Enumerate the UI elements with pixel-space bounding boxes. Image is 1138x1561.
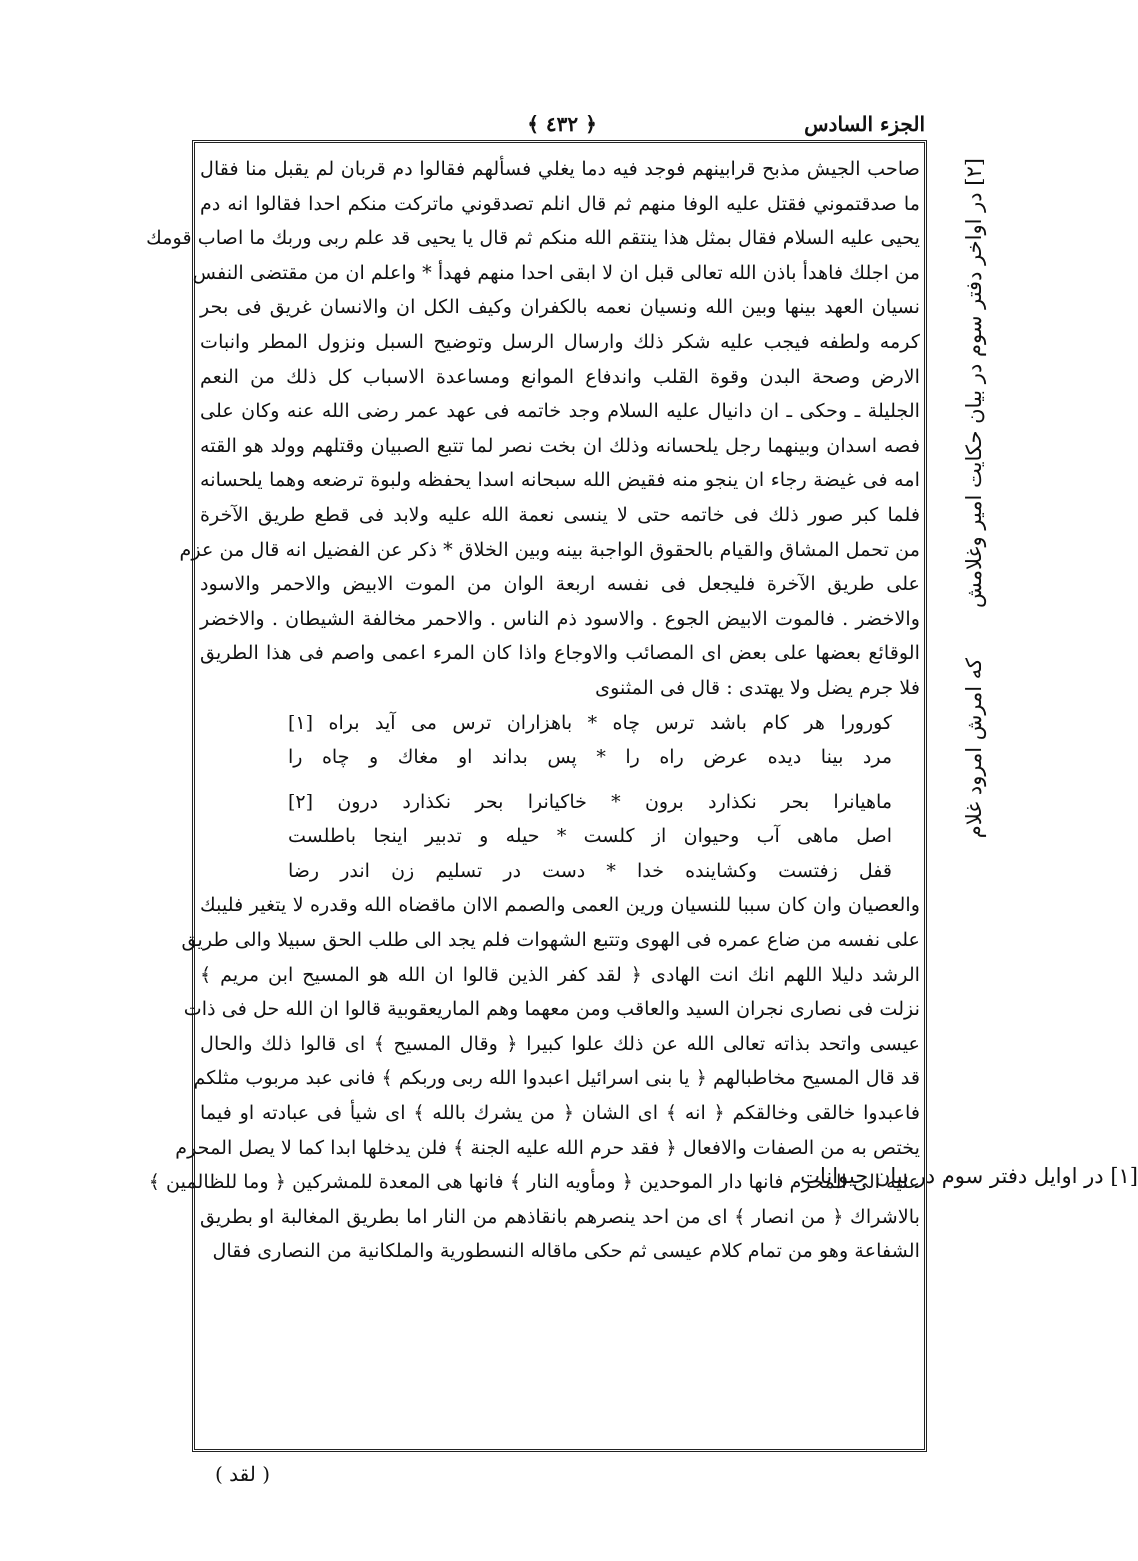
text-line: عليه الى المحرم فانها دار الموحدين ﴿ ومأويه النار ﴾ فانها هى المعدة للمشركين ﴿ وما للظالمين ﴾: [148, 1170, 920, 1194]
text-line: عيسى واتحد بذاته تعالى الله عن ذلك علوا كبيرا ﴿ وقال المسيح ﴾ اى قالوا ذلك والحال: [200, 1031, 920, 1055]
text-line: فصه اسدان وبينهما رجل يلحسانه وذلك ان بخت نصر لما تتبع الصبيان وقتلهم وولد هو القته: [200, 433, 920, 457]
text-line: فاعبدوا خالقى وخالقكم ﴿ انه ﴾ اى الشان ﴿ من يشرك بالله ﴾ اى شيأ فى عبادته او فيما: [200, 1101, 920, 1125]
text-line: الجليلة ـ وحكى ـ ان دانيال عليه السلام وجد خاتمه فى عهد عمر رضى الله عنه وكان على: [200, 399, 920, 423]
page-number: ﴿ ٤٣٢ ﴾: [527, 112, 597, 136]
text-line: ما صدقتموني فقتل عليه الوفا منهم ثم قال انلم تصدقوني ماتركت منكم احدا فقالوا انه دم: [200, 191, 920, 215]
text-line: فلما كبر صور ذلك فى خاتمه حتى لا ينسى نعمة الله عليه ولابد فى قطع طريق الآخرة: [200, 502, 920, 526]
verse-line: قفل زفتست وكشاينده خدا * دست در تسليم زن اندر رضا: [288, 859, 892, 882]
verse-line: مرد بينا ديده عرض راه را * پس بداند او مغاك و چاه را: [288, 746, 892, 769]
main-text: [146, 152, 920, 1447]
text-line: والعصيان وان كان سببا للنسيان ورين العمى والصمم الاان ماقضاه الله وقدره لا يتغير فليبك: [200, 893, 920, 917]
text-line: على نفسه من ضاع عمره فى الهوى وتتبع الشهوات فلم يجد الى طلب الحق سبيلا والى طريق: [181, 928, 920, 952]
text-line: كرمه ولطفه فيجب عليه شكر ذلك وارسال الرسل وتوضيح السبل ونزول المطر وانبات: [200, 329, 920, 353]
text-line: بالاشراك ﴿ من انصار ﴾ اى من احد ينصرهم بانقاذهم من النار اما بطريق المغالبة او بطريق: [200, 1204, 920, 1228]
catchword: ( لقد ): [215, 1462, 271, 1486]
text-line: صاحب الجيش مذبح قرابينهم فوجد فيه دما يغلي فسألهم فقالوا دم قربان لم يقبل منا فقال: [200, 157, 920, 180]
margin-note-1: [١] در اوايل دفتر سوم در بيان حيوانات: [800, 1164, 1138, 1188]
text-line: الرشد دليلا اللهم انك انت الهادى ﴿ لقد كفر الذين قالوا ان الله هو المسيح ابن مريم ﴾: [200, 962, 920, 986]
text-line: الوقائع بعضها على بعض اى المصائب والاوجاع واذا كان المرء اعمى واصم فى هذا الطريق: [200, 641, 920, 665]
text-line: الشفاعة وهو من تمام كلام عيسى ثم حكى ماقاله النسطورية والملكانية من النصارى فقال: [212, 1239, 920, 1263]
text-line: من اجلك فاهدأ باذن الله تعالى قبل ان لا ابقى احدا منهم فهدأ * واعلم ان من مقتضى النفس: [192, 260, 920, 284]
text-line: نسيان العهد بينها وبين الله ونسيان نعمه بالكفران وكيف الكل ان والانسان غريق فى بحر: [200, 295, 920, 319]
text-line: فلا جرم يضل ولا يهتدى : قال فى المثنوى: [595, 675, 920, 699]
text-line: يختص به من الصفات والافعال ﴿ فقد حرم الله عليه الجنة ﴾ فلن يدخلها ابدا كما لا يصل المحرم: [175, 1135, 920, 1159]
margin-note-2-continued: كه امرش امرود غلام: [962, 658, 986, 839]
text-line: من تحمل المشاق والقيام بالحقوق الواجبة بينه وبين الخلاق * ذكر عن الفضيل انه قال من عزم: [179, 537, 920, 561]
running-title: الجزء السادس: [804, 112, 925, 136]
text-line: والاخضر . فالموت الابيض الجوع . والاسود ذم الناس . والاحمر مخالفة الشيطان . والاخضر: [200, 606, 920, 630]
text-line: قد قال المسيح مخاطبالهم ﴿ يا بنى اسرائيل اعبدوا الله ربى وربكم ﴾ فانى عبد مربوب مثلكم: [193, 1066, 920, 1090]
text-line: يحيى عليه السلام فقال بمثل هذا ينتقم الله منكم ثم قال يا يحيى قد علم ربى وربك ما اصاب قومك: [146, 226, 920, 250]
verse-line: اصل ماهى آب وحيوان از كلست * حيله و تدبير اينجا باطلست: [288, 825, 892, 848]
verse-line: ماهيانرا بحر نكذارد برون * خاكيانرا بحر نكذارد درون [٢]: [288, 790, 892, 813]
text-line: الارض وصحة البدن وقوة القلب واندفاع الموانع ومساعدة الاسباب كل ذلك من النعم: [200, 364, 920, 388]
text-line: على طريق الآخرة فليجعل فى نفسه اربعة الوان من الموت الابيض والاحمر والاسود: [200, 572, 920, 596]
text-line: امه فى غيضة رجاء ان ينجو منه فقيض الله سبحانه اسدا يحفظه ولبوة ترضعه وهما يلحسانه: [200, 468, 920, 492]
verse-line: كورورا هر كام باشد ترس چاه * باهزاران ترس مى آيد براه [١]: [288, 711, 892, 734]
margin-note-2: [٢] در اواخر دفتر سوم در بيان حكايت امير وغلامش: [962, 158, 986, 609]
text-line: نزلت فى نصارى نجران السيد والعاقب ومن معهما وهم الماريعقوبية قالوا ان الله حل فى ذات: [183, 997, 920, 1021]
